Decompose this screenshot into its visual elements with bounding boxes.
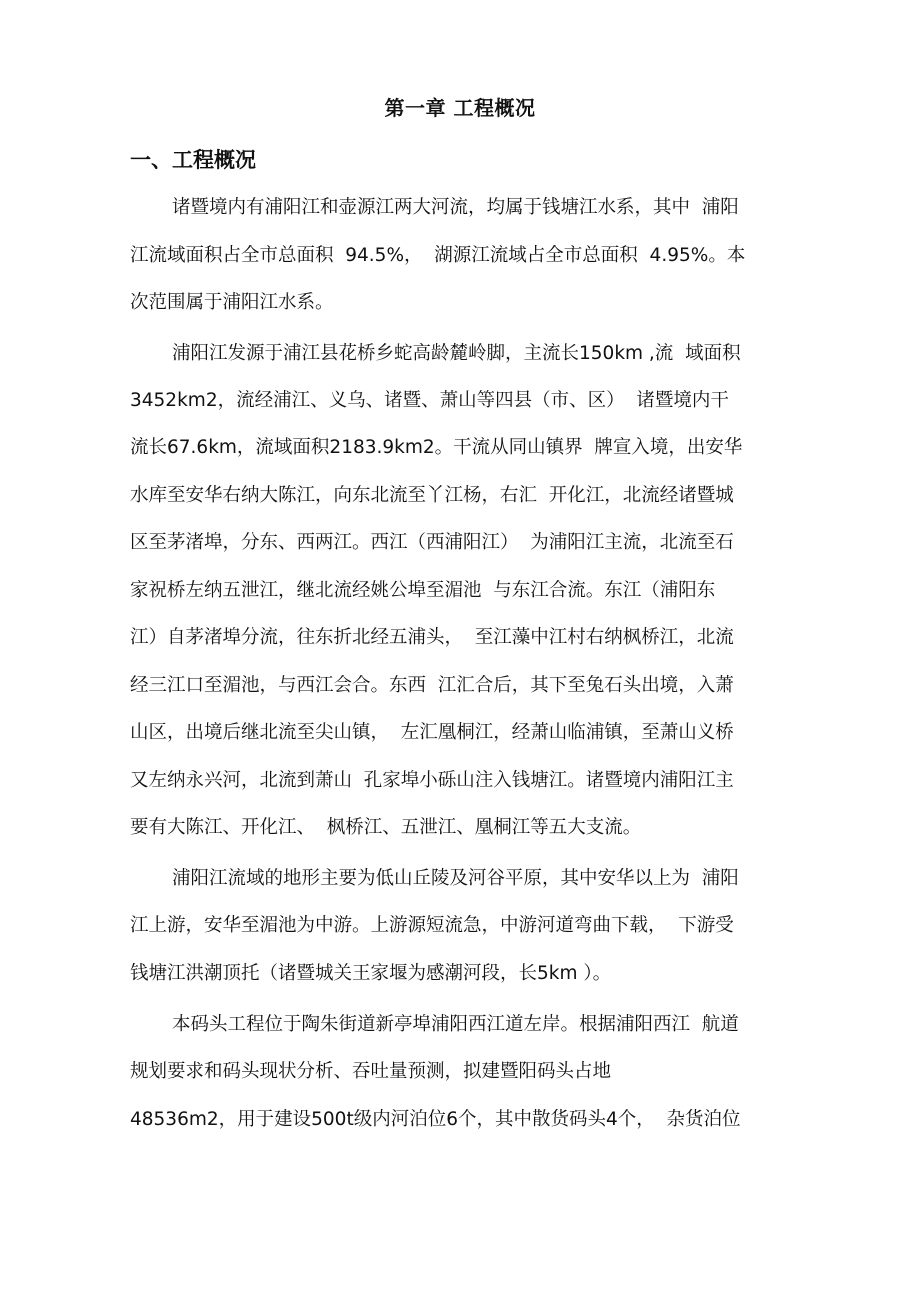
paragraph-3-line-2: 江上游，安华至湄池为中游。上游源短流急，中游河道弯曲下载， 下游受 <box>130 915 734 936</box>
paragraph-2-line-3: 流长67.6km，流域面积2183.9km2。干流从同山镇界 牌宣入境，出安华 <box>130 437 743 458</box>
paragraph-2-line-10: 又左纳永兴河，北流到萧山 孔家埠小砾山注入钱塘江。诸暨境内浦阳江主 <box>130 770 734 791</box>
section-heading: 一、工程概况 <box>130 148 256 172</box>
paragraph-2-line-5: 区至茅渚埠，分东、西两江。西江（西浦阳江） 为浦阳江主流，北流至石 <box>130 532 734 553</box>
paragraph-2-line-11: 要有大陈江、开化江、 枫桥江、五泄江、凰桐江等五大支流。 <box>130 817 642 838</box>
paragraph-2-line-6: 家祝桥左纳五泄江，继北流经姚公埠至湄池 与东江合流。东江（浦阳东 <box>130 580 716 601</box>
paragraph-4-line-2: 规划要求和码头现状分析、吞吐量预测，拟建暨阳码头占地 <box>130 1061 612 1082</box>
chapter-title: 第一章 工程概况 <box>384 96 536 120</box>
paragraph-3-line-1: 浦阳江流域的地形主要为低山丘陵及河谷平原，其中安华以上为 浦阳 <box>172 868 739 889</box>
paragraph-2-line-1: 浦阳江发源于浦江县花桥乡蛇高龄麓岭脚，主流长150km ,流 域面积 <box>172 343 741 364</box>
paragraph-1-line-1: 诸暨境内有浦阳江和壶源江两大河流，均属于钱塘江水系，其中 浦阳 <box>172 197 739 218</box>
paragraph-4-line-1: 本码头工程位于陶朱街道新亭埠浦阳西江道左岸。根据浦阳西江 航道 <box>172 1014 739 1035</box>
paragraph-2-line-8: 经三江口至湄池，与西江会合。东西 江汇合后，其下至兔石头出境，入萧 <box>130 675 734 696</box>
paragraph-2-line-9: 山区，出境后继北流至尖山镇， 左汇凰桐江，经萧山临浦镇，至萧山义桥 <box>130 722 734 743</box>
paragraph-3-line-3: 钱塘江洪潮顶托（诸暨城关王家堰为感潮河段，长5km ）。 <box>130 963 612 984</box>
paragraph-2-line-4: 水库至安华右纳大陈江，向东北流至丫江杨，右汇 开化江，北流经诸暨城 <box>130 485 734 506</box>
paragraph-4-line-3: 48536m2，用于建设500t级内河泊位6个，其中散货码头4个， 杂货泊位 <box>130 1109 741 1130</box>
paragraph-1-line-3: 次范围属于浦阳江水系。 <box>130 292 334 313</box>
paragraph-2-line-2: 3452km2，流经浦江、义乌、诸暨、萧山等四县（市、区） 诸暨境内干 <box>130 390 729 411</box>
paragraph-1-line-2: 江流域面积占全市总面积 94.5%， 湖源江流域占全市总面积 4.95%。本 <box>130 245 746 266</box>
paragraph-2-line-7: 江）自茅渚埠分流，往东折北经五浦头， 至江藻中江村右纳枫桥江，北流 <box>130 627 734 648</box>
